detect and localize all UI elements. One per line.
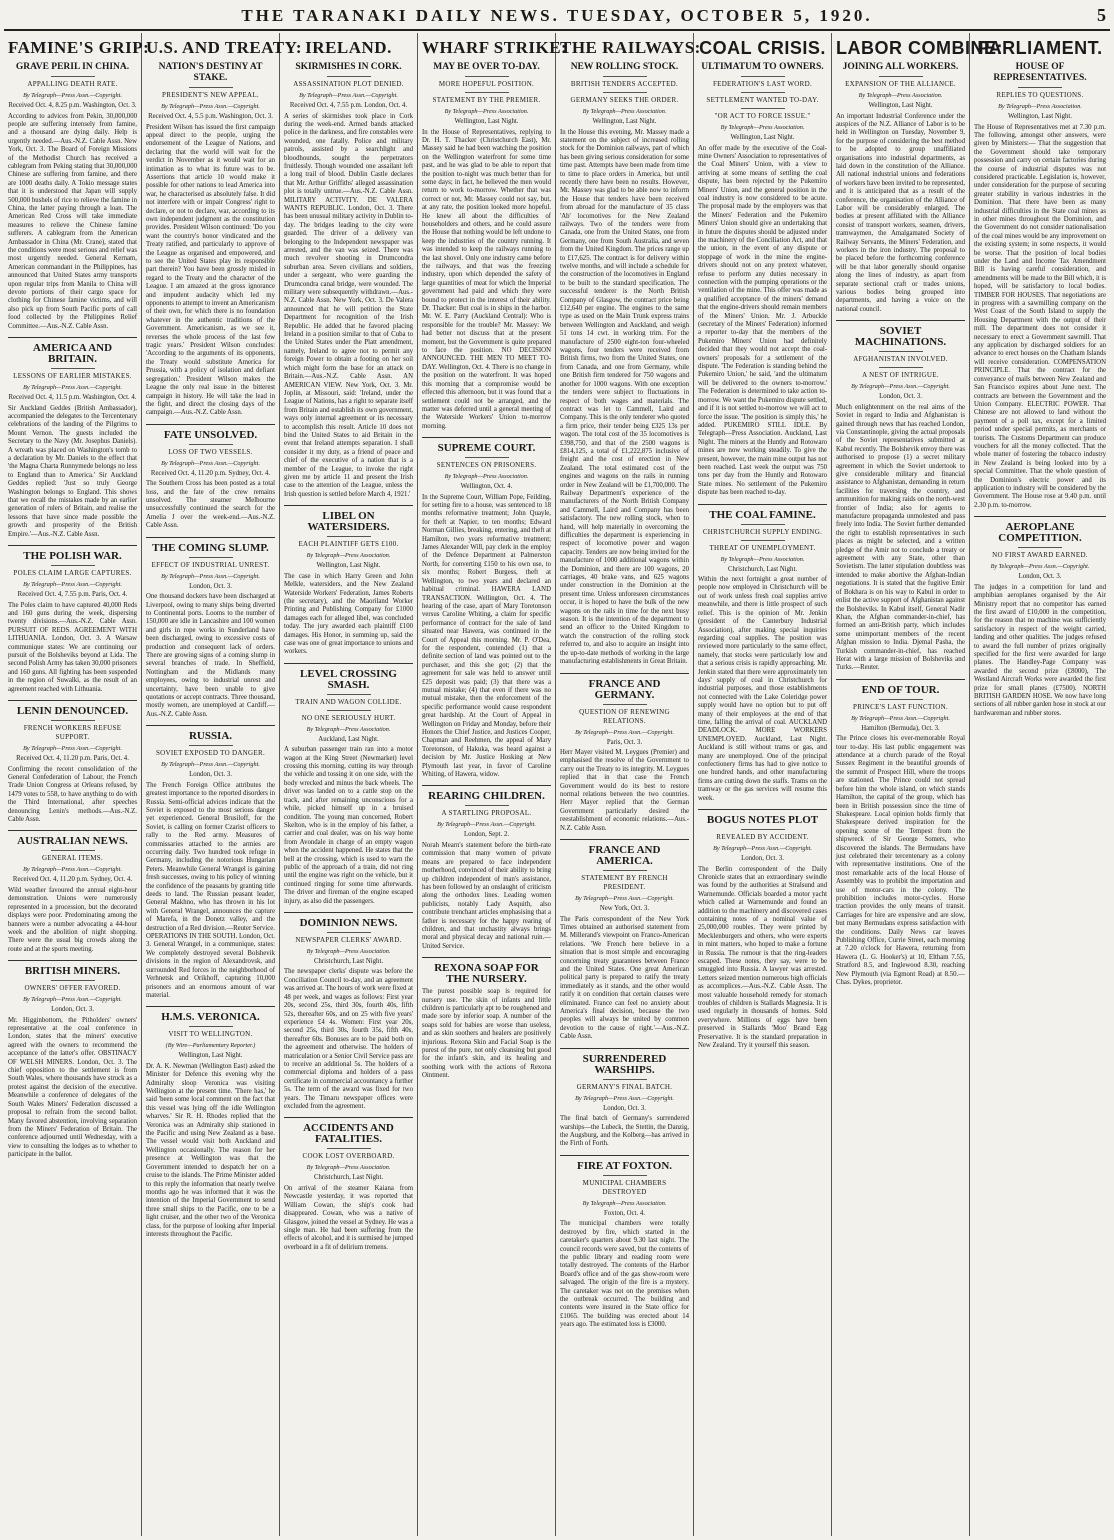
story-body: The newspaper clerks' dispute was before the Conciliation Council to-day, and an agreement was arrived at. The hours of work were fixed at 48 per week, and wages as follows: First year 20s, second 25s, third 30s, fourth 40s, fifth 52s, thereafter 60s, and on 25 with five years' experience £4 4s. Women: First year 20s, second 25s, third 30s, fourth 35s, fifth 40s, thereafter 60s. Bonuses are to be paid both on the agreement and otherwise. The holders of matriculation or a Senior Civil Service pass are to receive an additional 5s. The holders of a commercial diploma and holders of a pass certificate in commercial accountancy a further 5s. The term of the award was fixed for two years. The Timaru newspaper offices were excluded from the agreement. [284,968,413,1110]
wire-credit: By Telegraph—Press Association. [720,555,805,563]
story-body: One thousand dockers have been discharged at Liverpool, owing to many ships being diverted to Continental ports. Looms to the number of 150,000 are idle in Lancashire and 100 women and girls in rope works in Sunderland have been discharged, owing to excessive costs of production and consequent lack of orders. There are growing signs of a coming slump in several branches of trade. In Sheffield, Nottingham and the Midlands many employees, owing to industrial unrest and uncertainty, have been unable to give quotations or accept contracts. Three thousand, mostly women, are unemployed at Cardiff.—Aus.-N.Z. Cable Assn. [146,593,275,718]
wire-credit: By Telegraph—Press Association. [306,725,391,733]
dateline: London, Sept. 2. [463,831,510,839]
story-headline: RUSSIA. [188,730,233,743]
deck-rule [189,557,233,558]
deck-rule [465,805,509,806]
story-deck: AFGHANISTAN INVOLVED. [853,355,948,364]
deck-rule [741,524,785,525]
story [284,505,413,657]
story-body: A suburban passenger train ran into a motor wagon at the King Street (Newmarket) level crossing this morning, cutting its way through the vehicle and tossing it on one side, with the body wrecked and minus the back wheels. The driver was landed on to a cattle stop on the track, and after remaining unconscious for a while, picked himself up in a bruised condition. The young man concerned, Robert Skelton, who is in the employ of his father, a carrier and coal dealer, was on his way home from Avondale in charge of an empty wagon when the accident happened. He states that the bell at the crossing, which is used to warn the public of the approach of a train, did not ring until the engine was right on the vehicle, but it continued ringing for some time afterwards. The driver and fireman of the engine escaped injury, as also did the passengers. [284,746,413,905]
story-deck: LESSONS OF EARLIER MISTAKES. [13,372,132,381]
story-deck: NEWSPAPER CLERKS' AWARD. [295,935,402,944]
wire-credit: By Telegraph—Press Assn.—Copyright. [851,383,950,391]
story-divider [8,700,137,701]
story-headline: THE POLISH WAR. [23,550,122,563]
deck-rule [741,76,785,77]
story-deck: MORE HOPEFUL POSITION. [438,80,535,88]
story [560,1048,689,1149]
dateline: Received Oct. 4, 8.25 p.m. Washington, Oct. 3. [8,102,137,109]
story-headline: FRANCE AND AMERICA. [588,844,661,868]
story-divider [8,337,137,338]
story-deck: COOK LOST OVERBOARD. [302,1152,395,1161]
wire-credit: By Telegraph—Press Assn.—Copyright. [23,745,122,753]
deck-rule [879,351,923,352]
wire-credit: By Telegraph—Press Association. [582,108,667,115]
deck-rule [879,76,923,77]
story-divider [284,663,413,664]
dateline: London, Oct. 3. [603,1104,646,1112]
story-body: Norah Mearn's statement before the birth-rate commission that many women of private means are prepared to face independent motherhood, convinced of their ability to bring up children independent of man's assistance, has been followed by an onslaught of criticism along the orthodox lines. Leading women publicists, notably Lady Asquith, also contribute trenchant articles emphasising that a father is necessary for the happy rearing of children, and that unchastity always brings moral and physical decay and national ruin.—United Service. [422,841,551,950]
story-deck: QUESTION OF RENEWING RELATIONS. [579,707,670,725]
story [284,62,413,499]
column-1 [4,33,150,1536]
story-deck: "OR ACT TO FORCE ISSUE." [714,112,811,120]
story-body: The municipal chambers were totally destroyed by fire, which started in the caretaker's quarters about 9.30 last night. The council records were saved, but the contents of the public library and reading room were totally destroyed. The contents of the Harbor Board's office and of the gas show-room were salvaged. The origin of the fire is a mystery. The caretaker was not on the premises when the outbreak occurred. The building and contents were insured in the State office for £1065. The building was erected about 14 years ago. The estimated loss is £3000. [560,1220,689,1329]
story [422,437,551,779]
story-body: A series of skirmishes took place in Cork during the week-end. Armed bands attacked police in the darkness, and fire constables were wounded, one fatally. Police and military patrols, assisted by a searchlight and bloodhounds, sought the perpetrators fruitlessly. Though wounded one assailant left a long trail of blood. Dublin Castle declares that Mr. Arthur Griffiths' alleged assassination plot is totally untrue.—Aus.-N.Z. Cable Assn. MILITARY ACTIVITY. DE VALERA WANTS REPUBLIC. London, Oct. 3. There has been unusual military activity in Dublin to-day. The bridges leading to the city were guarded. The driver of a delivery van belonging to the Independent newspaper was arrested, and the van was seized. There was much revolver shooting in Drumcondra suburban area. Seven civilians and soldiers, under a sergeant, who were guarding the Drumcondra canal bridge, were wounded. The military were subsequently withdrawn.—Aus.-N.Z. Cable Assn. New York, Oct. 3. De Valera announced that he will petition the State Department for recognition of the Irish Republic. He added that he favored placing Ireland in a position similar to that of Cuba to the United States under the Platt amendment, namely, Ireland to agree not to permit any foreign Power to obtain a footing on her soil which might form the base for an attack on Britain.—Aus.-N.Z. Cable Assn. AN AMERICAN VIEW. New York, Oct. 3. Mr. Joplin, at Missouri, said: 'Ireland, under the League of Nations, has a right to separate itself from Britain and establish its own government, ways only internal agreement or its necessary to accomplish this result. Article 10 does not bind the United States to aid Britain in the event that Ireland attempts separation. I shall consider it my duty, as a friend of peace and chief of the executive of a nation that is a member of the League, to invoke the right given me by article 11 and present the Irish case to the attention of the League, unless the Irish question is settled before March 4, 1921.' [284,112,413,498]
story-body: On arrival of the steamer Kaiana from Newcastle yesterday, it was reported that William Cowan, the ship's cook had disappeared. Cowan, who was a native of Glasgow, joined the vessel at Sydney. He was a single man. He had been suffering from the effects of alcohol, and it is surmised he jumped overboard in a fit of delirium tremens. [284,1184,413,1251]
deck-rule [327,76,371,77]
wire-credit: By Telegraph—Press Assn.—Copyright. [23,581,122,589]
story-divider [422,437,551,438]
dateline: Wellington, Last Night. [316,562,381,570]
deck-rule [465,76,509,77]
dateline: Christchurch, Last Night. [313,957,384,965]
story [284,1117,413,1252]
story-body: In the House this evening, Mr. Massey made a statement on the subject of increased rolling stock for the Dominion railways, part of which has been giving serious consideration for some time past. Attempts have been made from time to time to place orders in America, but until recently there have been no results. However, Mr. Massey was glad to be able now to inform the House that tenders have been received from abroad for the manufacture of 35 class 'Ab' locomotives for the New Zealand railways. Two of the tenders were from Canada, one from the United States, one from Germany, one from South Australia, and seven from the United Kingdom. The prices range up to £17,625. The contract is for delivery within twelve months, and will include a schedule for the construction of the locomotives in England to be built to the standard specification. The successful tenderer is the North British Company of Glasgow, the contract price being £12,640 per engine. The engines to the same type as used on the Main Trunk express trains between Wellington and Auckland, and weigh 51 tons 14 cwt. in working trim. For the manufacture of 2500 eight-ton four-wheeled wagons, four tenders were received from British firms, two from the United States, one from Canada, and one from Germany, while one British firm tendered for 750 wagons and another for 1000 wagons. With one exception the tenders were subject to fluctuations in respect of both wages and materials. The contract was let to Cammell, Laird and Company. This is the only tenderer who quoted a firm price, their tender being £325 13s per wagon. The total cost of the 35 locomotives is £398,750, and that of the 2500 wagons is £814,125, a total of £1,222,875 inclusive of freight and the cost of erection in New Zealand. The total estimated cost of the engines and wagons on the rails in running order in New Zealand will be £1,700,000. The Railway Department's experience of the manufacturers of the North British Company and Cammell, Laird and Company has been satisfactory. The new rolling stock, when to hand, will help materially in overcoming the difficulties the department is experiencing in respect of locomotive power and wagon capacity. Tenders are now being invited for the manufacture of 1000 additional wagons within the Dominion, and there are 100 wagons, 20 carriages, 40 brake vans, and 625 wagons under construction in the Dominion at the present time. Unless unforeseen circumstances occur, it is hoped to have the bulk of the new wagons on the rails in time for the next busy season. It is the intention of the department to send an officer to the United Kingdom to watch the construction of the rolling stock referred to, and also to acquire an insight into the up-to-date methods of working in the large manufacturing establishments in Great Britain. [560,128,689,666]
story [560,62,689,667]
dateline: Wellington, Last Night. [178,1052,243,1060]
deck-rule [327,1148,371,1149]
wire-credit: By Telegraph—Press Association. [306,947,391,955]
story-divider [422,785,551,786]
column-title: COAL CRISIS. [699,38,826,58]
wire-credit: By Telegraph—Press Assn.—Copyright. [161,572,260,580]
story-body: The Poles claim to have captured 40,000 Reds and 160 guns during the week, dispersing twenty divisions.—Aus.-N.Z. Cable Assn. PURSUIT OF REDS. AGREEMENT WITH LITHUANIA. London, Oct. 3. A Warsaw communique states: We are continuing our pursuit of the Bolsheviks beyond at Lida. The second Polish Army has taken 30,000 prisoners and 160 guns. All fighting has been suspended in the region of Suwalki, as the result of an agreement reached with Lithuania. [8,601,137,693]
story [698,62,827,498]
story [146,62,275,418]
deck-rule [603,1175,647,1176]
deck-rule [189,1026,233,1027]
story-headline: H.M.S. VERONICA. [161,1011,260,1024]
story-deck: A NEST OF INTRIGUE. [862,371,939,380]
column-5 [556,33,701,1536]
story [560,839,689,1042]
column-2 [142,33,303,1536]
story-divider [698,504,827,505]
dateline: Hamilton (Bermuda), Oct. 3. [861,724,940,732]
deck-rule [741,108,785,109]
story-headline: AEROPLANE COMPETITION. [998,521,1082,545]
story-body: The judges in a competition for land and amphibian aeroplanes organised by the Air Ministry report that no competitor has earned the first award of £10,000 in the competition, for the reason that no machine was sufficiently satisfactory in respect of the weight carried, landing and other qualities. The judges refused to award the full number of prizes originally specified for the first were awarded for large planes. The Handley-Page Company was awarded the second prize (£8000), The Westland Aircraft Works were awarded the first prize for small planes (£7500). NORTH BRITISH GARDEN HOSE. We now have long sections of all rubber garden hose in stock at our hardwareman and rubber stores. [974,583,1106,717]
story [974,516,1106,718]
story [836,679,965,988]
deck-rule [879,699,923,700]
column-title: THE RAILWAYS: [560,38,701,57]
story-headline: BOGUS NOTES PLOT [706,814,819,827]
story [284,663,413,906]
story-divider [8,545,137,546]
story-body: An offer made by the executive of the Coal-mine Owners' Association to representatives of the Coal Miners' Union, with a view to arriving at some means of settling the coal dispute, has been rejected by the Pukemiro Miners' Union, and the general position in the coal industry is now considered to be acute. The proposal made by the employers was that the Miners' Federation and the Pukemiro Miners' Union should give an undertaking that in future the disputes should be adjusted under the machinery of the Conciliation Act, and that the union, in the event of any dispute or stoppage of work in the mine the engine-drivers should not on any pretext whatever, refuse to perform any duties necessary in connection with the pumping operations or the ventilation of the mine. This offer was made as a qualified acceptance of the miners' demand that the engine-drivers should remain members of the Miners' Union. Mr. J. Arbuckle (secretary of the Miners' Federation) informed a reporter to-day that the members of the Pukemiro Miners' Union had definitely decided that they would not accept the coal-owners' proposals for a settlement of the dispute. 'The Federation is standing behind the Pukemiro Union,' he said, 'and the ultimatum will be delivered to the owners to-morrow.' The Federation is determined to take action to-morrow. We want the Pukemiro dispute settled, and if it is not settled to-morrow we will act to force the issue. 'The position is simply this,' he added. PUKEMIRO STILL IDLE. By Telegraph—Press Association. Auckland, Last Night. The miners at the Huntly and Rotowaro mines are now working steadily. To give the present, however, the main mine output has not been reached. Last week the output was 750 tons per day from the Huntly and Rotowaro State mines. No settlement of the Pukemiro dispute has been reached to-day. [698,144,827,497]
wire-credit: By Telegraph—Press Assn.—Copyright. [299,92,398,99]
story-headline: THE COMING SLUMP. [152,541,269,554]
deck-rule [51,980,95,981]
story-body: In the House of Representatives, replying to Dr. H. T. Thacker (Christchurch East), Mr. Massey said he had been watching the position on the Wellington waterfront for some time past, and he was glad to be able to report that the position to-night was much better than for some days; in fact, he believed the men would return to work to-morrow. Whether that was correct or not, Mr. Massey could not say, but, at any rate, the position looked more hopeful. He knew all about the difficulties of householders and others, and he could assure the House that nothing would be left undone to keep the industries of the country running. It was intended to keep the railways running to the last shovel. Only one industry came before the railways, and that was the freezing industry, upon which depended the safety of large quantities of meat for which the Imperial government had paid and which they were bound to protect in the interest of their ability. Dr. Thacker: But coal is in ships in the harbor. Mr. W. E. Parry (Auckland Central): Who is responsible for the trouble? Mr. Massey: We had better not discuss that at the present moment, but the Government is quite prepared to face the position. NO DECISION ANNOUNCED. THE MEN TO MEET TO-DAY. Wellington, Oct. 4. There is no change in the position on the waterfront. It was hoped this morning that a compromise would be effected this afternoon, but it was found that a settlement could not be arranged, and the matter was deferred until a general meeting of the Waterside Workers' Union to-morrow morning. [422,128,551,430]
story-deck: APPALLING DEATH RATE. [27,80,118,88]
story-headline: END OF TOUR. [861,683,940,696]
story-divider [698,809,827,810]
story-headline: NATION'S DESTINY AT STAKE. [158,62,263,83]
story-body: Much enlightenment on the real aims of the Soviet in regard to India and Afghanistan is gained through news that has reached London, via Constantinople, giving the actual proposals of the Soviet representatives submitted at Kabul recently. The Bolshevik envoy there was authorised to propose (1) a secret military agreement in which the Soviet undertook to give considerable military and financial assistance to Afghanistan, demanding in return facilities for traversing the country, and ammunition for making raids on the north-west frontier of India; also for agents to manufacture propaganda unmolested and pass freely into India. The Soviet further demanded the right to establish representatives in such places as might be selected, and a written pledge of the Amir not to conclude a treaty or agreement with any State, other than Sovietism. The latter stipulation doubtless was intended to make abortive the Afghan-Indian negotiations. It is stated that the fugitive Emir of Bokhara is on his way to Kabul in order to enlist the active support of Afghanistan against the Bolsheviks. In Kabul itself, General Nadir Khan, the Afghan commander-in-chief, has formed an anti-British party, which includes some unimportant members of the recent Afghan mission to India. Djemal Pasha, the Turkish commander-in-chief, has reached Herat with a large mission of Bolsheviks and Turks.—Reuter. [836,403,965,672]
story-divider [146,1006,275,1007]
deck-rule [465,457,509,458]
deck-rule [189,444,233,445]
story-divider [560,1155,689,1156]
story-headline: LENIN DENOUNCED. [16,705,129,718]
wire-credit: By Telegraph—Press Association. [998,103,1082,110]
wire-credit: By Telegraph—Press Assn.—Copyright. [851,714,950,722]
story-deck: GERMANY SEEKS THE ORDER. [570,96,679,104]
story-body: The purest possible soap is required for nursery use. The skin of infants and little children is particularly apt to be roughened and made sore by inferior soap. A number of the soaps sold for babies are worse than useless, and as skin soothers and healers are positively injurious. Rexona Skin and Facial Soap is the purest of the pure, not only cleansing but good for the infant's skin, and its healing and soothing work with the actions of Rexona Ointment. [422,988,551,1080]
story [836,62,965,314]
wire-credit: (By Wire—Parliamentary Reporter.) [165,1042,256,1050]
deck-rule [603,76,647,77]
dateline: Wellington, Last Night. [454,118,519,125]
story-body: Dr. A. K. Newman (Wellington East) asked the Minister for Defence this evening why the Admiralty sloop Veronica was visiting Wellington at the present time. 'There has,' he said 'been some local comment on the fact that this vessel was lying off the idle Wellington wharves.' Sir R. H. Rhodes replied that the Veronica was an Admiralty ship stationed in the Pacific and using New Zealand as a base. The vessel would visit both Auckland and Wellington occasionally. The reason for her presence at Wellington was that the Government intended to despatch her on a cruise to the islands. The Prime Minister added to this reply the information that nearly twelve months ago he was informed that it was the intention of the Imperial Government to send three small ships to the Pacific, one to be a light cruiser, and the other two of the Veronica class, for the purpose of looking after Imperial interests throughout the Pacific. [146,1062,275,1238]
masthead-title: THE TARANAKI DAILY NEWS. TUESDAY, OCTOBER 5, 1920. [241,6,873,25]
story-deck: FEDERATION'S LAST WORD. [712,80,813,88]
deck-rule [741,92,785,93]
wire-credit: By Telegraph—Press Assn.—Copyright. [575,1094,674,1102]
story-divider [560,673,689,674]
dateline: London, Oct. 3. [189,771,232,779]
story [146,1006,275,1239]
dateline: Received Oct. 4, 11.5 p.m. Washington, Oct. 4. [8,394,137,402]
wire-credit: By Telegraph—Press Association. [582,1199,667,1207]
story [8,337,137,539]
dateline: Christchurch, Last Night. [313,1174,384,1182]
story-divider [8,960,137,961]
wire-credit: By Telegraph—Press Assn.—Copyright. [990,563,1090,571]
story-deck: PRESIDENT'S NEW APPEAL. [162,91,259,99]
story-headline: FIRE AT FOXTON. [576,1159,673,1172]
story-deck: EACH PLAINTIFF GETS £100. [298,540,399,549]
story-headline: FRANCE AND GERMANY. [588,677,661,701]
story-body: Herr Mayer visited M. Leygues (Premier) and emphasised the resolve of the Government to carry out the Treaty to its integrity. M. Leygues replied that in that case the French Government would do its best to restore normal relations between the two countries. Herr Mayer replied that the German Government particularly desired the reestablishment of economic relations.—Aus.-N.Z. Cable Assn. [560,749,689,832]
wire-credit: By Telegraph—Press Association. [444,473,529,481]
story-deck: BRITISH TENDERS ACCEPTED. [570,80,679,88]
dateline: Wellington, Last Night. [592,118,657,125]
column-title: PARLIAMENT. [977,38,1103,58]
dateline: Wellington, Oct. 4. [460,483,513,491]
story-divider [836,320,965,321]
wire-credit: By Telegraph—Press Association. [858,92,943,99]
story-deck: TRAIN AND WAGON COLLIDE. [295,697,402,706]
story [8,830,137,954]
story-body: The French Foreign Office attributes the greatest importance to the reported disorders in Russia. Semi-official advices indicate that the Soviet is exposed to the most serious danger yet experienced. General Brusiloff, for the Soviet, is calling on former Czarist officers to rally to the Red army. Measures of commissaries attached to the armies are occurring daily. Two hundred took refuge in Germany, including the notorious Hungarian Peters. Meanwhile General Wrangel is gaining fresh successes, owing to his policy of winning the confidence of the peasants by granting title deeds to land. The Russian peasant leader, General Makhno, who has thrown in his lot with General Wrangel, announces the capture of Marefa, in the Donetz valley, and the destruction of a Red division.—Reuter Service. OPERATIONS IN THE SOUTH. London, Oct. 3. General Wrangel, in a communique, states: We completely destroyed several Bolshevik divisions in the region of Alexandrovsk, and surrounded Red forces in the neighborhood of Verhnetsk and Orikhoff, capturing 10,000 prisoners and an enormous amount of war material. [146,781,276,999]
wire-credit: By Telegraph—Press Assn.—Copyright. [23,92,122,99]
wire-credit: By Telegraph—Press Association. [306,1164,391,1172]
column-title: FAMINE'S GRIP: [8,38,150,57]
story-deck: EFFECT OF INDUSTRIAL UNREST. [151,560,270,569]
wire-credit: By Telegraph—Press Assn.—Copyright. [23,996,122,1004]
deck-rule [603,870,647,871]
wire-credit: By Telegraph—Press Assn.—Copyright. [161,761,260,769]
deck-rule [189,745,233,746]
column-7 [832,33,1003,1536]
story-headline: ULTIMATUM TO OWNERS. [701,62,824,72]
story [284,912,413,1111]
story-divider [422,957,551,958]
story-body: The Paris correspondent of the New York Times obtained an authorised statement from M. Millerand's viewpoint on Franco-American relations. 'We French here believe in a situation that is most simple and encouraging concerning treaty guarantees between France and the United States. One great American political party is prepared to ratify the treaty immediately as it stands, and the other would ratify it on condition that certain clauses were eliminated. France can feel no anxiety about America's final decision, because the two peoples will always be united by common devotion to the cause of right.'—Aus.-N.Z. Cable Assn. [560,915,689,1041]
deck-rule [741,829,785,830]
deck-rule [189,87,233,88]
story-body: President Wilson has issued the first campaign appeal direct to the people, urging the endorsement of the League of Nations, and declaring that the world will wait for the verdict in November as it would wait for an intimation as to what its future was to be. Assertions that article 10 would make it possible for other nations to lead America into war, he characterised as absolutely false. It did not interfere with or impair Congress' right to declare, or not to declare, war, according to its own independent judgment as the constitution provides. President Wilson continued: 'Do you want the country's honor vindicated and the Treaty ratified, and particularly to approve of the League as organised and empowered, and to see the United States play its responsible part therein? You have been grossly misled in regard to the Treaty and the character of the League. I am amazed at the gross ignorance and impudent audacity which led my opponents to attempt to invent an Americanism of their own, for which there is no foundation whatever in the authentic traditions of the Government. Americanism, as we see it, reverses the whole process of the last few tragic years.' President Wilson concludes: 'According to the arguments of its opponents, the Treaty would substitute America for Prussia, with a policy of isolation and defiant segregation.' President Wilson makes the League the only real issue in the bitterest campaign in history. He will take the lead in the fight, and direct the closing days of the campaign.—Aus.-N.Z. Cable Assn. [146,123,275,417]
dateline: London, Oct. 3. [741,855,784,863]
story-divider [284,912,413,913]
wire-credit: By Telegraph—Press Assn.—Copyright. [575,728,674,736]
story [422,62,551,431]
dateline: London, Oct. 3. [879,393,922,401]
deck-rule [327,932,371,933]
story-divider [146,537,275,538]
story [146,424,275,531]
dateline: London, Oct. 3. [189,582,232,590]
dateline: London, Oct. 3. [51,1006,94,1014]
column-4 [418,33,568,1536]
wire-credit: By Telegraph—Press Association. [444,108,529,115]
deck-rule [603,92,647,93]
story-divider [560,1048,689,1049]
dateline: New York, Oct. 3. [599,905,650,913]
story-headline: AUSTRALIAN NEWS. [17,835,128,848]
story [8,700,137,824]
story-divider [974,516,1106,517]
columns-container [4,33,1110,1536]
story-headline: SURRENDERED WARSHIPS. [582,1052,667,1076]
story-deck: REVEALED BY ACCIDENT. [716,833,809,842]
story-body: Within the next fortnight a great number of people now employed in Christchurch will be out of work unless fresh coal supplies arrive meanwhile, and there is little prospect of such relief. This is the opinion of Mr. Jenkin (president of the Canterbury Industrial Association), after making special inquiries regarding coal supplies. The position was reviewed more particularly to the same effect, namely, that stocks were particularly low and that a serious crisis is rapidly approaching. Mr. Jenkin stated that there were approximately ten days' supply of coal in Christchurch for industrial purposes, and those establishments not connected with the Lake Coleridge power supply would have no option but to put off many of their employees at the end of that time, falling the arrival of coal. AUCKLAND DEADLOCK. MORE WORKERS UNEMPLOYED. Auckland, Last Night. Auckland is still without trams or gas, and many are unemployed. One of the principal confectionery firms has had to give notice to one hundred hands, and other manufacturing firms are cutting down the staffs. Trams on the tramway or the gas services will resume this week. [698,576,827,802]
story-body: According to advices from Pekin, 30,000,000 people are suffering intensely from famine, and a thousand are dying daily. Help is urgently needed.—Aus.-N.Z. Cable Assn. New York, Oct. 3. The Board of Foreign Missions of the Methodist Church has received a cablegram from Peking stating that 30,000,000 Chinese are suffering from famine, and there are 1000 deaths daily. A Tokio message states that it is understood that Japan will supply 500,000 bushels of rice to relieve the famine in China, the latter paying through a loan. The American Red Cross will take immediate measures to relieve the Chinese famine sufferers. A cablegram from the American Ambassador in China (Mr. Crane), stated that the conditions were most serious and relief was most urgently needed. General Kernam, American commandant in the Philippines, has announced that United States army transports upon regular trips from Manila to China will devote portions of their cargo space for clothing for Chinese famine victims, and will also pick up from South Pacific ports of call food collected by the Philippines Relief Committee.—Aus.-N.Z. Cable Assn. [8,112,137,330]
story-headline: BRITISH MINERS. [24,965,121,978]
story [146,537,275,720]
story-headline: REARING CHILDREN. [428,790,545,803]
wire-credit: By Telegraph—Press Assn.—Copyright. [23,866,122,874]
story [698,504,827,803]
story-headline: REXONA SOAP FOR THE NURSERY. [434,962,539,986]
story-divider [146,424,275,425]
story-body: The House of Representatives met at 7.30 p.m. The following, amongst other answers, were given by Ministers:— That the suggestion that the Government should take temporary possession and carry on certain factories during the course of industrial disputes was not considered practicable. Legislation is, however, under consideration for the purpose of securing greater stability in various industries in the Dominion. That there have been as many industrial difficulties in the State coal mines as in other mines throughout the Dominion, and the Government do not consider nationalisation of the coal mines would be any improvement on the existing system; in some respects, it would be worse. That the position of local bodies under the Land and Income Tax Amendment Bill is having careful consideration, and amendments will be made to the Bill which, it is hoped, will be satisfactory to local bodies. TIMBER FOR HOUSES. That negotiations are in progress with a sawmilling company on the West Coast of the South Island to supply the Housing Department with the output of their mill. The department does not consider it necessary to erect a Government sawmill. That any application by discharged soldiers for an advance to erect houses on the Chatham Islands will receive consideration. COMPENSATION PRINCIPLE. That the contract for the conveyance of mails between New Zealand and San Francisco expires about June next. The contracts are between the Government and the Union Company. ELECTRIC POWER. That Chinese are not allowed to land without the payment of a poll tax, except for a limited period under special permits, as merchants or tourists. The Customs Department can produce vouchers for all the money collected. That the whole matter of fostering the tobacco industry in New Zealand is being looked into by a special Committee. That the whole question of the Dominion's electric power and its application to industry will be considered by the Government. The House rose at 9.40 p.m. until 2.30 p.m. to-morrow. [974,123,1106,509]
story-body: In the Supreme Court, William Pope, Feilding, for setting fire to a house, was sentenced to 18 months reformative treatment; John Quayle, for theft at Napier, to ten months; Edward Norman Gillies, breaking, entering, and theft at Hamilton, two years reformative treatment; James Alexander Will, pay clerk in the employ of the Defence Department at Palmerston North, for converting £150 to his own use, to six months; Robert Burgess, theft at Wellington, to two years and declared an habitual criminal. HAWERA LAND TRANSACTION. Wellington, Oct. 4. The hearing of the case, apart of Mary Toretonson versus Caroline Whiting, a claim for specific performance of contract for the sale of land situated near Hawera, was continued in the Court of Appeal this morning. Mr. P. O'Dea, for the respondent, contended (1) that a definite section of land was pointed out to the purchaser, and this she got; (2) that the agreement for sale was held to answer until £25 deposit was paid; (3) that there was a mutual mistake; (4) that even if there was no mutual mistake, then the enforcement of the specific performance would cause respondent great hardship. At the Court of Appeal in Wellington on Friday and Monday, before their Honors the Chief Justice, and Justices Cooper, Chapman and Reehmen, the appeal of Mary Toretonson, of Hakuka, was heard against a decision by Mr. Justice Hosking at New Plymouth last year, in favor of Caroline Whiting, of Hawera, widow. [422,493,551,779]
story [422,785,551,951]
story-deck: ASSASSINATION PLOT DENIED. [293,80,404,88]
story [8,960,137,1159]
story [8,62,137,331]
story-body: The case in which Harry Green and John Melkle, watersiders, and the New Zealand Waterside Workers' Federation, James Roberts (the secretary), and the Maoriland Worker Printing and Publishing Company for £1000 damages each for alleged libel, was concluded today. The jury awarded each plaintiff £100 damages. His Honor, in summing up, said the case was one of great importance to unions and workers. [284,572,413,656]
dateline: Wellington, Last Night. [868,102,933,109]
story-body: The final batch of Germany's surrendered warships—the Lubeck, the Stettin, the Danzig, the Augsburg, and the Kolberg—has arrived in the Firth of Forth. [560,1115,689,1148]
story [422,957,551,1080]
dateline: Auckland, Last Night. [318,735,379,743]
dateline: Wellington, Last Night. [1007,113,1073,120]
story-headline: ACCIDENTS AND FATALITIES. [303,1122,394,1146]
column-8 [970,33,1110,1536]
dateline: Foxton, Oct. 4. [604,1209,645,1217]
story-deck: OWNERS' OFFER FAVORED. [24,984,121,993]
story [698,809,827,1050]
story-headline: GRAVE PERIL IN CHINA. [15,62,130,72]
deck-rule [51,76,95,77]
story-body: Wild weather favoured the annual eight-hour demonstration. Unions were numerously represented in a procession, but the decorated displays were poor. Predominating among the banners were a number advocating a 44-hour week and the abolition of night shopping. There were the usual big crowds along the route and at the sports meeting. [8,886,137,953]
deck-rule [603,1079,647,1080]
masthead-rule [4,29,1110,31]
story-headline: FATE UNSOLVED. [163,428,258,441]
deck-rule [51,368,95,369]
story-body: The Berlin correspondent of the Daily Chronicle states that an extraordinary swindle was found by the authorities at Stralsund and Warnemunde. Officials boarded a motor yacht which called at Warnemunde and found an addition to the machinery and discovered cases containing notes of a nominal value of 25,000,000 roubles. They were printed by Mecklenburgers and others, who were experts in mint matters, who hoped to make a fortune in Russia. The rumour is that the ring-leaders escaped. These notes, they say, were to be smuggled into Russia. A lawyer was arrested. Letters seized mention numerous high officials as accomplices.—Aus.-N.Z. Cable Assn. The most valuable household remedy for stomach troubles of children is Stallards Magnesia. It is used regularly in thousands of homes. Sold everywhere. Millions of eggs have been preserved in Stallards 'Moo' Brand Egg Preservative. It is the standard preparation in New Zealand. Try it yourself this season. [698,865,827,1050]
wire-credit: By Telegraph—Press Assn.—Copyright. [437,821,536,829]
story-deck: VISIT TO WELLINGTON. [168,1030,253,1039]
wire-credit: By Telegraph—Press Assn.—Copyright. [713,845,812,853]
story [560,1155,689,1330]
dateline: Received Oct. 4, 7.55 p.m. London, Oct. 4. [289,102,408,109]
story-deck: THREAT OF UNEMPLOYMENT. [709,543,816,552]
story-deck: CHRISTCHURCH SUPPLY ENDING. [702,527,823,536]
deck-rule [1018,87,1062,88]
deck-rule [51,850,95,851]
story-headline: NEW ROLLING STOCK. [570,62,679,72]
story-headline: SOVIET MACHINATIONS. [854,325,947,349]
story-deck: SENTENCES ON PRISONERS. [436,461,537,470]
story [560,673,689,834]
wire-credit: By Telegraph—Press Assn.—Copyright. [23,384,122,392]
story-headline: DOMINION NEWS. [299,916,398,929]
story-headline: MAY BE OVER TO-DAY. [433,62,540,72]
deck-rule [327,694,371,695]
deck-rule [327,536,371,537]
story-divider [284,1117,413,1118]
story-headline: THE COAL FAMINE. [709,508,816,521]
story-deck: STATEMENT BY THE PREMIER. [432,96,541,104]
story [974,62,1106,510]
story-deck: NO FIRST AWARD EARNED. [992,551,1088,560]
story-deck: LOSS OF TWO VESSELS. [168,447,253,456]
story [8,545,137,694]
story-divider [284,505,413,506]
story-deck: A STARTLING PROPOSAL. [441,809,532,818]
dateline: Received Oct. 4, 5.5 p.m. Washington, Oct. 3. [148,113,273,120]
story-body: An important Industrial Conference under the auspices of the N.Z. Alliance of Labor is to be held in Wellington on Tuesday, November 9, for the purpose of considering the best method to be adopted to group unaffiliated organisations into industrial departments, as laid down in the constitution of the Alliance. All national industrial unions and federations of workers have been invited to be represented, and it is anticipated that as a result of the conference, the organisation of the Alliance of Labor will be considerably enlarged. The bodies at present affiliated with the Alliance consist of transport workers, seamen, drivers, tramwaymen, the Amalgamated Society of Railway Servants, the Miners' Federation, and workers in the iron industry. The proposal to be placed before the forthcoming conference will be that labor generally should organise along the lines of industry, as apart from separate sectional craft or trades unions, various bodies being grouped into departments, and having a voice on the national council. [836,112,965,313]
deck-rule [51,720,95,721]
column-title: LABOR COMBINE: [836,38,1003,58]
wire-credit: By Telegraph—Press Association. [720,124,805,131]
column-title: WHARF STRIKE: [422,38,568,57]
story-deck: REPLIES TO QUESTIONS. [996,91,1084,99]
dateline: Received Oct. 4, 11.20 p.m. Sydney, Oct. 4. [150,469,271,477]
deck-rule [327,710,371,711]
story-body: Mr. Higginbottom, the Pitholders' owners' representative at the coal conference in London, states that the miners' executive agreed with the owners to recommend the acceptance of the latter's offer. OBSTINACY OF WELSH MINERS. London, Oct. 3. The chief opposition to the settlement is from South Wales, where thousands have struck as a protest against the decision of the executive. Meanwhile a conference of delegates of the South Wales Miners' Federation discussed a proposal to refrain from the second ballot. Many favored abstention, involving separation from the Miners' Federation of Britain. The conference adjourned until Wednesday, with a view to consulting the lodges as to whether to participate in the ballot. [8,1016,137,1159]
dateline: Received Oct. 4, 11.20 p.m. Sydney, Oct. 4. [12,876,133,884]
story-divider [560,839,689,840]
dateline: Christchurch, Last Night. [727,565,798,573]
story-body: Confirming the recent consolidation of the General Confederation of Labour, the French Trade Union Congress at Orleans refused, by 1479 votes to 558, to have anything to do with the Third International, after speeches denouncing Lenin's methods.—Aus.-N.Z. Cable Assn. [8,765,137,823]
story-deck: SOVIET EXPOSED TO DANGER. [155,749,265,758]
story-deck: GENERAL ITEMS. [41,854,104,863]
story-deck: PRINCE'S LAST FUNCTION. [853,702,948,711]
story-headline: HOUSE OF REPRESENTATIVES. [993,62,1087,83]
story-body: The Southern Cross has been posted as a total loss, and the fate of the crew remains unsolved. The steamer Melbourne unsuccessfully continued the search for the Amelia J over the week-end.—Aus.-N.Z. Cable Assn. [146,480,275,530]
masthead [0,0,1114,30]
story-deck: FRENCH WORKERS REFUSE SUPPORT. [23,724,122,742]
story-headline: LEVEL CROSSING SMASH. [300,667,397,691]
story-deck: EXPANSION OF THE ALLIANCE. [845,80,956,88]
wire-credit: By Telegraph—Press Association. [306,552,391,560]
column-3 [280,33,418,1536]
column-title: IRELAND. [305,38,392,57]
story-headline: JOINING ALL WORKERS. [842,62,959,72]
story-divider [146,725,275,726]
story-deck: SETTLEMENT WANTED TO-DAY. [706,96,819,104]
story-deck: POLES CLAIM LARGE CAPTURES. [13,569,132,578]
story [146,725,275,1000]
story-deck: NO ONE SERIOUSLY HURT. [301,713,396,722]
story-deck: GERMANY'S FINAL BATCH. [576,1082,673,1091]
wire-credit: By Telegraph—Press Assn.—Copyright. [161,459,260,467]
story-headline: AMERICA AND BRITAIN. [32,342,113,366]
deck-rule [465,92,509,93]
dateline: Wellington, Last Night. [730,134,795,141]
deck-rule [1018,547,1062,548]
story-body: Sir Auckland Geddes (British Ambassador), accompanied the delegates to the Tercentenary celebrations of the landing of the Pilgrims to Mount Vernon. The guests included the Secretary to the Navy (Mr. Josephus Daniels). A wreath was placed on Washington's tomb to a declaration by Mr. Daniels to the effect that 'the Magna Charta Runnymede belongs no less to England than to America.' Sir Auckland Geddes replied: 'Just so truly George Washington belongs to England. This shows that we recall the mistakes made by an earlier generation of rulers of Britain, and realise the lessons that have since made possible the growth and prosperity of the British Empire.'—Aus.-N.Z. Cable Assn. [8,404,137,538]
story-headline: SKIRMISHES IN CORK. [295,62,402,72]
wire-credit: By Telegraph—Press Assn.—Copyright. [161,103,260,110]
story-body: The Prince closes his ever-memorable Royal tour to-day. His last public engagement was attendance at a church parade of the Royal Sussex Regiment in the beautiful grounds of the summit of Prospect Hill, where the troops are stationed. The Prince could not spread before him the whole island, on which stands Hamilton, the capital of the group, which has been in British possession since the time of Shakespeare. Local opinion holds firmly that Shakespeare derived inspiration for the opening scene of the Tempest from the shipwreck of Sir George Somers, who discovered the islands. The Bermudans have just celebrated their tercentenary as a colony with representative institutions. One of the most remarkable acts of the local House of Assembly was to prohibit the importation and use of motor-cars in the colony. The prohibition includes motor-cycles. Horse traction provides the only means of transit. Carriages for hire are expensive and are slow, but many Bermudans express satisfaction with the conditions. Daily News car leaves Publishing Office, Currie Street, each morning at 7.20 o'clock for Hawera, returning from Hawera (L. G. Hooker's) at 10, Eltham 7.55, Stratford 8.5, and Inglewood 8.30, reaching New Plymouth (via Egmont Road) at 8.50.—Chas. Dykes, proprietor. [836,735,965,987]
deck-rule [741,540,785,541]
story-divider [836,679,965,680]
dateline: London, Oct. 3. [1018,573,1062,581]
column-title: U.S. AND TREATY: [146,38,303,57]
deck-rule [603,704,647,705]
deck-rule [51,565,95,566]
story-deck: MUNICIPAL CHAMBERS DESTROYED [582,1178,667,1196]
deck-rule [879,367,923,368]
story-deck: STATEMENT BY FRENCH PRESIDENT. [581,874,668,892]
wire-credit: By Telegraph—Press Assn.—Copyright. [575,895,674,903]
story-headline: LIBEL ON WATERSIDERS. [307,510,390,534]
dateline: Paris, Oct. 3. [606,738,643,746]
story-headline: SUPREME COURT. [437,442,536,455]
dateline: Received Oct. 4, 7.55 p.m. Paris, Oct. 4. [17,591,128,599]
story [836,320,965,673]
page-number: 5 [1097,5,1106,25]
story-divider [8,830,137,831]
column-6 [694,33,832,1536]
dateline: Received Oct. 4, 11.20 p.m. Paris, Oct. 4. [16,755,129,763]
